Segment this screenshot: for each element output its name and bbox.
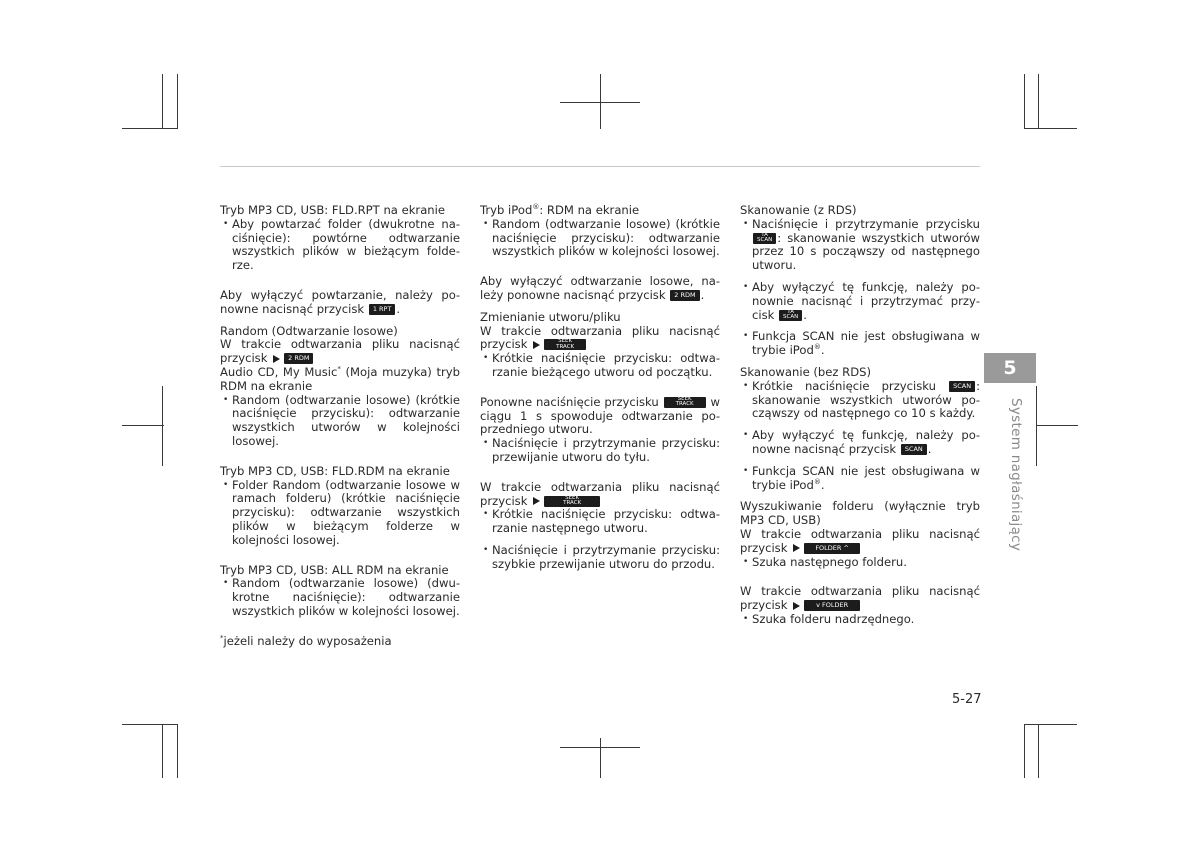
bullet: • Krótkie naciśnięcie przycisku: odtwarzanie bieżącego utworu od początku.	[480, 352, 720, 380]
crop-mark	[162, 724, 163, 778]
crop-mark	[122, 128, 177, 129]
crop-mark	[1024, 128, 1077, 129]
crop-mark	[600, 738, 601, 778]
bullet: • Naciśnięcie i przytrzymanie przycisku: przewijanie utworu do tyłu.	[480, 437, 720, 465]
play-icon	[793, 544, 800, 552]
bullet: • Folder Random (odtwarzanie losowe w ramach folderu) (krótkie naciśnięcie przycisku): odtwarzanie wszystkich plików w bieżącym folderze w kolejności losowej.	[220, 479, 460, 548]
section-heading: Zmienianie utworu/pliku	[480, 309, 621, 324]
bullet: • Aby wyłączyć tę funkcję, należy ponowne nacisnąć przycisk SCAN .	[740, 429, 980, 457]
paragraph: Aby wyłączyć odtwarzanie losowe, należy ponowne nacisnąć przycisk 2 RDM .	[480, 274, 720, 302]
crop-mark	[600, 74, 601, 129]
mode-label: Tryb MP3 CD, USB: FLD.RDM na ekranie	[220, 463, 450, 478]
mode-label: Tryb MP3 CD, USB: ALL RDM na ekranie	[220, 562, 449, 577]
folder-up-key: FOLDER ^	[804, 543, 860, 554]
crop-mark	[1024, 724, 1025, 778]
crop-mark	[177, 724, 178, 778]
column-1	[220, 204, 460, 649]
bullet: • Funkcja SCAN nie jest obsługiwana w trybie iPod®.	[740, 465, 980, 493]
crop-mark	[1038, 74, 1039, 129]
footnote: *jeżeli należy do wyposażenia	[220, 633, 392, 648]
bullet: • Aby wyłączyć tę funkcję, należy ponownie nacisnąć i przytrzymać przycisk TA SCAN .	[740, 281, 980, 322]
crop-mark	[177, 74, 178, 129]
bullet: • Funkcja SCAN nie jest obsługiwana w trybie iPod®.	[740, 330, 980, 358]
seek-track-down-key: SEEK TRACK	[664, 397, 706, 408]
crop-mark	[1038, 724, 1039, 778]
paragraph: Ponowne naciśnięcie przycisku SEEK TRACK w ciągu 1 s spowoduje odtwarzanie poprzedniego utworu.	[480, 394, 720, 437]
crop-mark	[122, 425, 164, 426]
crop-mark	[1036, 386, 1037, 466]
play-icon	[533, 341, 540, 349]
section-heading: Skanowanie (z RDS)	[740, 203, 857, 217]
paragraph: W trakcie odtwarzania pliku nacisnąć przycisk FOLDER ^	[740, 526, 980, 555]
folder-down-key: v FOLDER	[804, 600, 860, 611]
rpt-key: 1 RPT	[369, 304, 396, 315]
column-3	[740, 204, 980, 627]
seek-track-down-key: SEEK TRACK	[544, 339, 586, 350]
bullet: • Szuka następnego folderu.	[740, 556, 980, 570]
section-heading: Random (Odtwarzanie losowe)	[220, 323, 398, 338]
bullet: • Aby powtarzać folder (dwukrotne naciśnięcie): powtórne odtwarzanie wszystkich plików w bieżącym folderze.	[220, 218, 460, 273]
bullet: • Random (odtwarzanie losowe) (dwukrotne naciśnięcie): odtwarzanie wszystkich plików w kolejności losowej.	[220, 577, 460, 618]
play-icon	[533, 497, 540, 505]
play-icon	[273, 355, 280, 363]
ta-scan-key: TA SCAN	[779, 310, 802, 321]
crop-mark	[162, 74, 163, 129]
ta-scan-key: TA SCAN	[753, 233, 776, 244]
bullet: • Naciśnięcie i przytrzymanie przycisku: szybkie przewijanie utworu do przodu.	[480, 544, 720, 572]
rdm-key: 2 RDM	[670, 290, 699, 301]
crop-mark	[1036, 425, 1078, 426]
paragraph: W trakcie odtwarzania pliku nacisnąć przycisk 2 RDM	[220, 337, 460, 366]
bullet: • Naciśnięcie i przytrzymanie przycisku TA SCAN : skanowanie wszystkich utworów przez 10 s począwszy od następnego utworu.	[740, 218, 980, 273]
bullet: • Random (odtwarzanie losowe) (krótkie naciśnięcie przycisku): odtwarzanie wszystkich utworów w kolejności losowej.	[220, 394, 460, 449]
seek-track-up-key: SEEK TRACK	[544, 496, 600, 507]
page-number: 5-27	[952, 692, 982, 707]
section-heading: Skanowanie (bez RDS)	[740, 364, 872, 379]
crop-mark	[122, 724, 177, 725]
bullet: • Random (odtwarzanie losowe) (krótkie naciśnięcie przycisku): odtwarzanie wszystkich plików w kolejności losowej.	[480, 218, 720, 259]
header-rule	[220, 166, 980, 167]
play-icon	[793, 602, 800, 610]
paragraph: W trakcie odtwarzania pliku nacisnąć przycisk SEEK TRACK	[480, 323, 720, 352]
section-heading: Wyszukiwanie folderu (wyłącznie tryb MP3 CD, USB)	[740, 499, 980, 528]
rdm-key: 2 RDM	[284, 353, 313, 364]
bullet: • Krótkie naciśnięcie przycisku SCAN : skanowanie wszystkich utworów począwszy od następnego co 10 s każdy.	[740, 380, 980, 421]
chapter-title: System nagłaśniający	[1008, 398, 1024, 552]
chapter-tab: 5	[984, 353, 1036, 383]
scan-key: SCAN	[949, 381, 975, 392]
mode-label: Tryb iPod®: RDM na ekranie	[480, 203, 640, 217]
scan-key: SCAN	[901, 444, 927, 455]
bullet: • Szuka folderu nadrzędnego.	[740, 613, 980, 627]
mode-label: Audio CD, My Music* (Moja muzyka) tryb RDM na ekranie	[220, 364, 460, 393]
bullet: • Krótkie naciśnięcie przycisku: odtwarzanie następnego utworu.	[480, 508, 720, 536]
mode-label: Tryb MP3 CD, USB: FLD.RPT na ekranie	[220, 203, 446, 217]
column-2	[480, 204, 720, 580]
crop-mark	[1024, 74, 1025, 129]
crop-mark	[1024, 724, 1077, 725]
paragraph: W trakcie odtwarzania pliku nacisnąć przycisk v FOLDER	[740, 584, 980, 613]
paragraph: W trakcie odtwarzania pliku nacisnąć przycisk SEEK TRACK	[480, 479, 720, 508]
crop-mark	[162, 386, 163, 466]
paragraph: Aby wyłączyć powtarzanie, należy ponowne nacisnąć przycisk 1 RPT .	[220, 287, 460, 316]
